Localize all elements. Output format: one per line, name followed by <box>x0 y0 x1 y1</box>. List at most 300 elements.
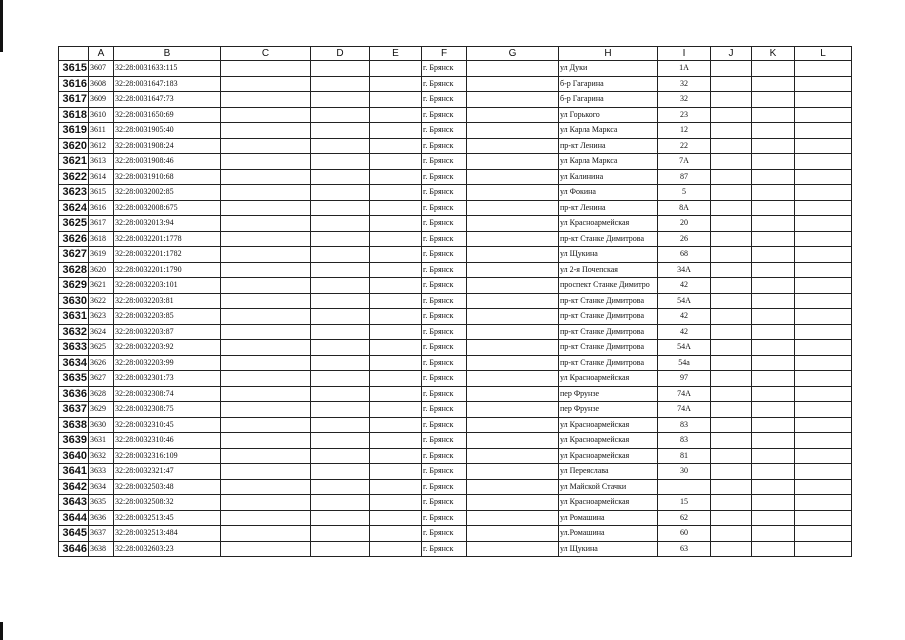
cell-j[interactable] <box>711 417 752 433</box>
cell-h[interactable]: ул Красноармейская <box>559 417 658 433</box>
cell-e[interactable] <box>370 371 422 387</box>
cell-a[interactable]: 3630 <box>89 417 114 433</box>
cell-g[interactable] <box>467 138 559 154</box>
cell-h[interactable]: ул Красноармейская <box>559 371 658 387</box>
cell-g[interactable] <box>467 324 559 340</box>
cell-h[interactable]: пр-кт Станке Димитрова <box>559 340 658 356</box>
cell-e[interactable] <box>370 324 422 340</box>
cell-c[interactable] <box>221 262 311 278</box>
cell-b[interactable]: 32:28:0032201:1790 <box>114 262 221 278</box>
row-number-cell[interactable]: 3619 <box>59 123 89 139</box>
cell-a[interactable]: 3612 <box>89 138 114 154</box>
cell-b[interactable]: 32:28:0032002:85 <box>114 185 221 201</box>
cell-f[interactable]: г. Брянск <box>422 293 467 309</box>
cell-k[interactable] <box>752 417 795 433</box>
row-number-cell[interactable]: 3639 <box>59 433 89 449</box>
cell-k[interactable] <box>752 355 795 371</box>
cell-j[interactable] <box>711 123 752 139</box>
cell-k[interactable] <box>752 107 795 123</box>
cell-d[interactable] <box>311 479 370 495</box>
cell-c[interactable] <box>221 371 311 387</box>
cell-b[interactable]: 32:28:0032203:81 <box>114 293 221 309</box>
cell-c[interactable] <box>221 433 311 449</box>
cell-f[interactable]: г. Брянск <box>422 309 467 325</box>
cell-j[interactable] <box>711 92 752 108</box>
cell-b[interactable]: 32:28:0031908:46 <box>114 154 221 170</box>
cell-a[interactable]: 3638 <box>89 541 114 557</box>
cell-i[interactable]: 42 <box>658 278 711 294</box>
cell-k[interactable] <box>752 402 795 418</box>
cell-b[interactable]: 32:28:0032301:73 <box>114 371 221 387</box>
cell-f[interactable]: г. Брянск <box>422 324 467 340</box>
cell-j[interactable] <box>711 526 752 542</box>
cell-a[interactable]: 3619 <box>89 247 114 263</box>
cell-i[interactable]: 97 <box>658 371 711 387</box>
cell-e[interactable] <box>370 247 422 263</box>
cell-g[interactable] <box>467 154 559 170</box>
column-header-b[interactable]: B <box>114 47 221 61</box>
cell-i[interactable]: 7А <box>658 154 711 170</box>
cell-i[interactable]: 83 <box>658 433 711 449</box>
cell-e[interactable] <box>370 200 422 216</box>
cell-i[interactable]: 62 <box>658 510 711 526</box>
cell-f[interactable]: г. Брянск <box>422 107 467 123</box>
cell-g[interactable] <box>467 386 559 402</box>
cell-e[interactable] <box>370 402 422 418</box>
cell-c[interactable] <box>221 402 311 418</box>
cell-f[interactable]: г. Брянск <box>422 479 467 495</box>
cell-c[interactable] <box>221 495 311 511</box>
cell-b[interactable]: 32:28:0032513:45 <box>114 510 221 526</box>
cell-l[interactable] <box>795 309 852 325</box>
cell-e[interactable] <box>370 61 422 77</box>
cell-b[interactable]: 32:28:0032310:46 <box>114 433 221 449</box>
corner-header-cell[interactable] <box>59 47 89 61</box>
cell-a[interactable]: 3628 <box>89 386 114 402</box>
cell-i[interactable]: 68 <box>658 247 711 263</box>
cell-d[interactable] <box>311 247 370 263</box>
cell-a[interactable]: 3620 <box>89 262 114 278</box>
cell-h[interactable]: проспект Станке Димитро <box>559 278 658 294</box>
cell-j[interactable] <box>711 107 752 123</box>
cell-l[interactable] <box>795 216 852 232</box>
cell-b[interactable]: 32:28:0032508:32 <box>114 495 221 511</box>
cell-k[interactable] <box>752 309 795 325</box>
cell-k[interactable] <box>752 92 795 108</box>
cell-e[interactable] <box>370 386 422 402</box>
cell-l[interactable] <box>795 510 852 526</box>
cell-f[interactable]: г. Брянск <box>422 402 467 418</box>
cell-c[interactable] <box>221 61 311 77</box>
cell-j[interactable] <box>711 231 752 247</box>
cell-d[interactable] <box>311 262 370 278</box>
row-number-cell[interactable]: 3627 <box>59 247 89 263</box>
cell-g[interactable] <box>467 448 559 464</box>
column-header-a[interactable]: A <box>89 47 114 61</box>
cell-l[interactable] <box>795 495 852 511</box>
cell-b[interactable]: 32:28:0032513:484 <box>114 526 221 542</box>
cell-f[interactable]: г. Брянск <box>422 200 467 216</box>
cell-c[interactable] <box>221 479 311 495</box>
row-number-cell[interactable]: 3617 <box>59 92 89 108</box>
cell-e[interactable] <box>370 510 422 526</box>
cell-g[interactable] <box>467 417 559 433</box>
cell-c[interactable] <box>221 526 311 542</box>
cell-i[interactable]: 32 <box>658 76 711 92</box>
cell-c[interactable] <box>221 107 311 123</box>
row-number-cell[interactable]: 3631 <box>59 309 89 325</box>
column-header-f[interactable]: F <box>422 47 467 61</box>
cell-a[interactable]: 3632 <box>89 448 114 464</box>
cell-c[interactable] <box>221 123 311 139</box>
cell-k[interactable] <box>752 123 795 139</box>
row-number-cell[interactable]: 3635 <box>59 371 89 387</box>
cell-i[interactable]: 60 <box>658 526 711 542</box>
cell-a[interactable]: 3623 <box>89 309 114 325</box>
cell-a[interactable]: 3613 <box>89 154 114 170</box>
cell-j[interactable] <box>711 495 752 511</box>
row-number-cell[interactable]: 3629 <box>59 278 89 294</box>
cell-j[interactable] <box>711 61 752 77</box>
cell-l[interactable] <box>795 76 852 92</box>
cell-d[interactable] <box>311 526 370 542</box>
cell-f[interactable]: г. Брянск <box>422 510 467 526</box>
cell-b[interactable]: 32:28:0032503:48 <box>114 479 221 495</box>
cell-d[interactable] <box>311 76 370 92</box>
cell-h[interactable]: ул Красноармейская <box>559 495 658 511</box>
cell-a[interactable]: 3636 <box>89 510 114 526</box>
cell-a[interactable]: 3611 <box>89 123 114 139</box>
cell-h[interactable]: ул Карла Маркса <box>559 154 658 170</box>
cell-g[interactable] <box>467 200 559 216</box>
cell-d[interactable] <box>311 123 370 139</box>
cell-h[interactable]: пр-кт Станке Димитрова <box>559 231 658 247</box>
row-number-cell[interactable]: 3642 <box>59 479 89 495</box>
cell-h[interactable]: ул Красноармейская <box>559 448 658 464</box>
cell-g[interactable] <box>467 185 559 201</box>
cell-h[interactable]: ул Фокина <box>559 185 658 201</box>
cell-e[interactable] <box>370 448 422 464</box>
cell-e[interactable] <box>370 479 422 495</box>
cell-d[interactable] <box>311 433 370 449</box>
cell-e[interactable] <box>370 107 422 123</box>
cell-a[interactable]: 3618 <box>89 231 114 247</box>
cell-l[interactable] <box>795 231 852 247</box>
cell-k[interactable] <box>752 138 795 154</box>
cell-k[interactable] <box>752 169 795 185</box>
cell-l[interactable] <box>795 61 852 77</box>
cell-f[interactable]: г. Брянск <box>422 76 467 92</box>
cell-e[interactable] <box>370 464 422 480</box>
cell-j[interactable] <box>711 371 752 387</box>
cell-b[interactable]: 32:28:0032321:47 <box>114 464 221 480</box>
row-number-cell[interactable]: 3626 <box>59 231 89 247</box>
cell-e[interactable] <box>370 216 422 232</box>
cell-g[interactable] <box>467 355 559 371</box>
cell-h[interactable]: пр-кт Ленина <box>559 138 658 154</box>
cell-h[interactable]: ул Горького <box>559 107 658 123</box>
row-number-cell[interactable]: 3632 <box>59 324 89 340</box>
cell-a[interactable]: 3625 <box>89 340 114 356</box>
cell-f[interactable]: г. Брянск <box>422 386 467 402</box>
cell-j[interactable] <box>711 278 752 294</box>
cell-c[interactable] <box>221 200 311 216</box>
cell-g[interactable] <box>467 216 559 232</box>
cell-d[interactable] <box>311 138 370 154</box>
cell-l[interactable] <box>795 526 852 542</box>
cell-h[interactable]: ул Карла Маркса <box>559 123 658 139</box>
column-header-i[interactable]: I <box>658 47 711 61</box>
cell-b[interactable]: 32:28:0032203:87 <box>114 324 221 340</box>
row-number-cell[interactable]: 3630 <box>59 293 89 309</box>
cell-e[interactable] <box>370 355 422 371</box>
column-header-d[interactable]: D <box>311 47 370 61</box>
column-header-j[interactable]: J <box>711 47 752 61</box>
cell-g[interactable] <box>467 464 559 480</box>
cell-l[interactable] <box>795 479 852 495</box>
cell-e[interactable] <box>370 231 422 247</box>
cell-h[interactable]: ул Ромашина <box>559 510 658 526</box>
column-header-l[interactable]: L <box>795 47 852 61</box>
cell-i[interactable]: 32 <box>658 92 711 108</box>
cell-b[interactable]: 32:28:0031647:73 <box>114 92 221 108</box>
cell-i[interactable]: 12 <box>658 123 711 139</box>
cell-j[interactable] <box>711 262 752 278</box>
cell-j[interactable] <box>711 169 752 185</box>
row-number-cell[interactable]: 3636 <box>59 386 89 402</box>
row-number-cell[interactable]: 3624 <box>59 200 89 216</box>
cell-l[interactable] <box>795 123 852 139</box>
cell-l[interactable] <box>795 107 852 123</box>
cell-a[interactable]: 3633 <box>89 464 114 480</box>
cell-h[interactable]: ул Майской Стачки <box>559 479 658 495</box>
cell-a[interactable]: 3627 <box>89 371 114 387</box>
cell-e[interactable] <box>370 76 422 92</box>
cell-g[interactable] <box>467 371 559 387</box>
row-number-cell[interactable]: 3634 <box>59 355 89 371</box>
cell-e[interactable] <box>370 309 422 325</box>
cell-b[interactable]: 32:28:0031905:40 <box>114 123 221 139</box>
cell-c[interactable] <box>221 154 311 170</box>
cell-i[interactable]: 63 <box>658 541 711 557</box>
cell-b[interactable]: 32:28:0031908:24 <box>114 138 221 154</box>
cell-j[interactable] <box>711 340 752 356</box>
cell-h[interactable]: пр-кт Станке Димитрова <box>559 324 658 340</box>
cell-d[interactable] <box>311 154 370 170</box>
cell-i[interactable] <box>658 479 711 495</box>
cell-d[interactable] <box>311 464 370 480</box>
cell-i[interactable]: 30 <box>658 464 711 480</box>
cell-i[interactable]: 87 <box>658 169 711 185</box>
cell-a[interactable]: 3635 <box>89 495 114 511</box>
cell-b[interactable]: 32:28:0031633:115 <box>114 61 221 77</box>
cell-c[interactable] <box>221 293 311 309</box>
cell-c[interactable] <box>221 355 311 371</box>
column-header-h[interactable]: H <box>559 47 658 61</box>
cell-g[interactable] <box>467 541 559 557</box>
cell-b[interactable]: 32:28:0032203:85 <box>114 309 221 325</box>
row-number-cell[interactable]: 3633 <box>59 340 89 356</box>
row-number-cell[interactable]: 3615 <box>59 61 89 77</box>
cell-g[interactable] <box>467 123 559 139</box>
cell-d[interactable] <box>311 510 370 526</box>
cell-b[interactable]: 32:28:0032310:45 <box>114 417 221 433</box>
cell-f[interactable]: г. Брянск <box>422 433 467 449</box>
cell-g[interactable] <box>467 262 559 278</box>
cell-f[interactable]: г. Брянск <box>422 417 467 433</box>
cell-b[interactable]: 32:28:0032008:675 <box>114 200 221 216</box>
cell-k[interactable] <box>752 495 795 511</box>
cell-c[interactable] <box>221 386 311 402</box>
cell-a[interactable]: 3617 <box>89 216 114 232</box>
cell-b[interactable]: 32:28:0031650:69 <box>114 107 221 123</box>
cell-f[interactable]: г. Брянск <box>422 216 467 232</box>
cell-g[interactable] <box>467 76 559 92</box>
cell-d[interactable] <box>311 107 370 123</box>
cell-f[interactable]: г. Брянск <box>422 448 467 464</box>
cell-i[interactable]: 54А <box>658 340 711 356</box>
cell-d[interactable] <box>311 92 370 108</box>
cell-d[interactable] <box>311 386 370 402</box>
cell-k[interactable] <box>752 541 795 557</box>
row-number-cell[interactable]: 3625 <box>59 216 89 232</box>
cell-g[interactable] <box>467 293 559 309</box>
cell-d[interactable] <box>311 293 370 309</box>
cell-l[interactable] <box>795 169 852 185</box>
row-number-cell[interactable]: 3621 <box>59 154 89 170</box>
cell-i[interactable]: 22 <box>658 138 711 154</box>
cell-a[interactable]: 3610 <box>89 107 114 123</box>
row-number-cell[interactable]: 3644 <box>59 510 89 526</box>
cell-f[interactable]: г. Брянск <box>422 123 467 139</box>
cell-f[interactable]: г. Брянск <box>422 138 467 154</box>
cell-k[interactable] <box>752 324 795 340</box>
cell-d[interactable] <box>311 495 370 511</box>
cell-b[interactable]: 32:28:0032203:101 <box>114 278 221 294</box>
cell-a[interactable]: 3626 <box>89 355 114 371</box>
cell-h[interactable]: ул Красноармейская <box>559 216 658 232</box>
column-header-e[interactable]: E <box>370 47 422 61</box>
cell-c[interactable] <box>221 340 311 356</box>
cell-l[interactable] <box>795 92 852 108</box>
cell-a[interactable]: 3622 <box>89 293 114 309</box>
cell-g[interactable] <box>467 247 559 263</box>
cell-k[interactable] <box>752 293 795 309</box>
cell-i[interactable]: 15 <box>658 495 711 511</box>
cell-l[interactable] <box>795 371 852 387</box>
cell-c[interactable] <box>221 541 311 557</box>
cell-j[interactable] <box>711 510 752 526</box>
cell-e[interactable] <box>370 185 422 201</box>
cell-g[interactable] <box>467 169 559 185</box>
cell-k[interactable] <box>752 340 795 356</box>
cell-f[interactable]: г. Брянск <box>422 371 467 387</box>
cell-j[interactable] <box>711 541 752 557</box>
cell-a[interactable]: 3629 <box>89 402 114 418</box>
cell-k[interactable] <box>752 464 795 480</box>
cell-b[interactable]: 32:28:0031647:183 <box>114 76 221 92</box>
cell-j[interactable] <box>711 200 752 216</box>
cell-g[interactable] <box>467 309 559 325</box>
cell-h[interactable]: пер Фрунзе <box>559 386 658 402</box>
cell-i[interactable]: 81 <box>658 448 711 464</box>
cell-c[interactable] <box>221 324 311 340</box>
cell-k[interactable] <box>752 448 795 464</box>
cell-k[interactable] <box>752 185 795 201</box>
cell-l[interactable] <box>795 355 852 371</box>
cell-j[interactable] <box>711 216 752 232</box>
cell-i[interactable]: 54А <box>658 293 711 309</box>
cell-a[interactable]: 3631 <box>89 433 114 449</box>
cell-c[interactable] <box>221 92 311 108</box>
cell-l[interactable] <box>795 324 852 340</box>
cell-f[interactable]: г. Брянск <box>422 495 467 511</box>
cell-e[interactable] <box>370 526 422 542</box>
cell-c[interactable] <box>221 510 311 526</box>
cell-l[interactable] <box>795 386 852 402</box>
cell-l[interactable] <box>795 154 852 170</box>
cell-c[interactable] <box>221 138 311 154</box>
cell-c[interactable] <box>221 169 311 185</box>
cell-f[interactable]: г. Брянск <box>422 464 467 480</box>
cell-e[interactable] <box>370 417 422 433</box>
cell-c[interactable] <box>221 309 311 325</box>
cell-b[interactable]: 32:28:0032316:109 <box>114 448 221 464</box>
cell-i[interactable]: 20 <box>658 216 711 232</box>
cell-h[interactable]: ул 2-я Почепская <box>559 262 658 278</box>
cell-l[interactable] <box>795 464 852 480</box>
cell-i[interactable]: 5 <box>658 185 711 201</box>
row-number-cell[interactable]: 3638 <box>59 417 89 433</box>
cell-i[interactable]: 42 <box>658 309 711 325</box>
cell-e[interactable] <box>370 138 422 154</box>
cell-k[interactable] <box>752 386 795 402</box>
cell-c[interactable] <box>221 417 311 433</box>
cell-f[interactable]: г. Брянск <box>422 278 467 294</box>
cell-c[interactable] <box>221 247 311 263</box>
cell-j[interactable] <box>711 138 752 154</box>
cell-e[interactable] <box>370 340 422 356</box>
cell-g[interactable] <box>467 278 559 294</box>
cell-f[interactable]: г. Брянск <box>422 262 467 278</box>
cell-i[interactable]: 74А <box>658 402 711 418</box>
row-number-cell[interactable]: 3641 <box>59 464 89 480</box>
cell-d[interactable] <box>311 541 370 557</box>
cell-e[interactable] <box>370 154 422 170</box>
cell-b[interactable]: 32:28:0032203:92 <box>114 340 221 356</box>
cell-d[interactable] <box>311 324 370 340</box>
cell-f[interactable]: г. Брянск <box>422 185 467 201</box>
row-number-cell[interactable]: 3616 <box>59 76 89 92</box>
cell-d[interactable] <box>311 371 370 387</box>
cell-h[interactable]: ул Калинина <box>559 169 658 185</box>
column-header-c[interactable]: C <box>221 47 311 61</box>
cell-j[interactable] <box>711 433 752 449</box>
cell-d[interactable] <box>311 402 370 418</box>
cell-h[interactable]: пр-кт Ленина <box>559 200 658 216</box>
row-number-cell[interactable]: 3618 <box>59 107 89 123</box>
cell-l[interactable] <box>795 262 852 278</box>
cell-f[interactable]: г. Брянск <box>422 154 467 170</box>
cell-h[interactable]: ул.Ромашина <box>559 526 658 542</box>
row-number-cell[interactable]: 3643 <box>59 495 89 511</box>
cell-c[interactable] <box>221 216 311 232</box>
cell-b[interactable]: 32:28:0032203:99 <box>114 355 221 371</box>
cell-d[interactable] <box>311 448 370 464</box>
row-number-cell[interactable]: 3640 <box>59 448 89 464</box>
cell-b[interactable]: 32:28:0032013:94 <box>114 216 221 232</box>
cell-a[interactable]: 3637 <box>89 526 114 542</box>
